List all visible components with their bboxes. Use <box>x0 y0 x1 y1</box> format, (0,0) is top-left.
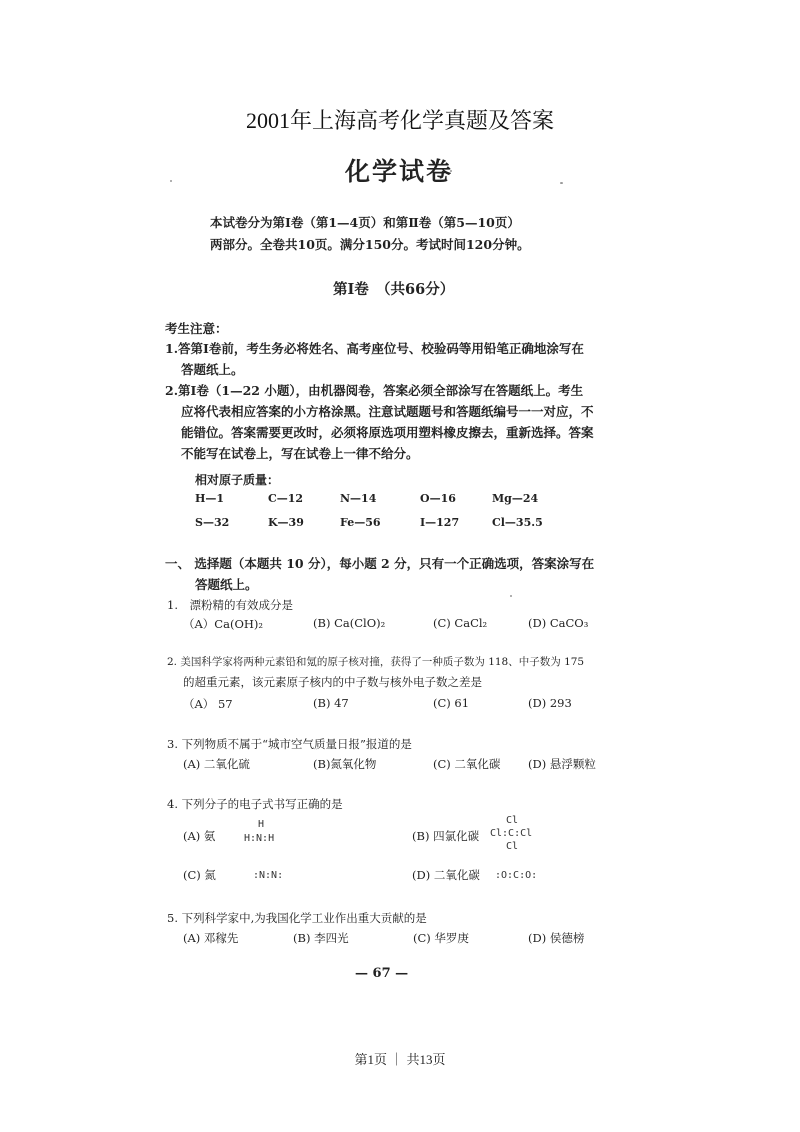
q4-d-structure: :O:C:O: <box>495 870 538 881</box>
scan-page-number: — 67 — <box>355 966 409 981</box>
q4-option-d: (D) 二氧化碳 <box>412 868 480 882</box>
atomic-mass-item: O—16 <box>420 492 456 505</box>
question-1-stem: 1. 漂粉精的有效成分是 <box>167 598 293 612</box>
q4-a-structure: H:N:H <box>244 833 275 844</box>
q2-option-a: （A） 57 <box>183 697 233 711</box>
atomic-mass-item: N—14 <box>340 492 377 505</box>
question-4-stem: 4. 下列分子的电子式书写正确的是 <box>167 797 343 811</box>
q4-c-structure: :N:N: <box>253 870 284 881</box>
exam-intro-line: 本试卷分为第Ⅰ卷（第1—4页）和第Ⅱ卷（第5—10页） <box>210 215 520 230</box>
question-3-stem: 3. 下列物质不属于“城市空气质量日报”报道的是 <box>167 737 412 751</box>
q1-option-d: (D) CaCO₃ <box>528 616 589 630</box>
q1-option-c: (C) CaCl₂ <box>433 616 488 630</box>
q4-option-b: (B) 四氯化碳 <box>412 829 480 843</box>
note-line: 应将代表相应答案的小方格涂黑。注意试题题号和答题纸编号一一对应，不 <box>181 404 594 419</box>
q5-option-b: (B) 李四光 <box>293 931 349 945</box>
scan-speck <box>170 180 172 182</box>
q2-option-c: (C) 61 <box>433 696 470 710</box>
exam-title: 化学试卷 <box>345 157 454 186</box>
atomic-mass-item: H—1 <box>195 492 225 505</box>
question-2-stem: 2. 美国科学家将两种元素铅和氪的原子核对撞，获得了一种质子数为 118、中子数为 175 <box>167 656 585 668</box>
exam-intro-line: 两部分。全卷共10页。满分150分。考试时间120分钟。 <box>210 237 530 252</box>
q4-a-structure-top: H <box>258 819 265 830</box>
atomic-mass-item: Mg—24 <box>492 492 539 505</box>
atomic-mass-item: C—12 <box>268 492 304 505</box>
q2-option-b: (B) 47 <box>313 696 349 710</box>
q3-option-a: (A) 二氧化硫 <box>183 757 250 771</box>
q4-option-a: (A) 氨 <box>183 829 216 843</box>
part-heading-line: 答题纸上。 <box>195 577 258 592</box>
q2-option-d: (D) 293 <box>528 696 572 710</box>
atomic-mass-item: Fe—56 <box>340 516 381 529</box>
q3-option-b: (B)氮氧化物 <box>313 757 377 771</box>
atomic-mass-item: K—39 <box>268 516 304 529</box>
q4-b-structure: Cl:C:Cl <box>490 828 533 839</box>
question-2-stem: 的超重元素，该元素原子核内的中子数与核外电子数之差是 <box>183 675 482 689</box>
q5-option-c: (C) 华罗庚 <box>413 931 469 945</box>
atomic-mass-item: Cl—35.5 <box>492 516 543 529</box>
scan-speck <box>560 182 563 184</box>
note-line: 1.答第Ⅰ卷前，考生务必将姓名、高考座位号、校验码等用铅笔正确地涂写在 <box>165 341 584 356</box>
atomic-mass-heading: 相对原子质量： <box>195 473 280 487</box>
note-line: 能错位。答案需要更改时，必须将原选项用塑料橡皮擦去，重新选择。答案 <box>181 425 594 440</box>
note-line: 答题纸上。 <box>181 362 244 377</box>
q1-option-a: （A）Ca(OH)₂ <box>183 617 263 631</box>
atomic-mass-item: I—127 <box>420 516 460 529</box>
page-footer: 第1页 ｜ 共13页 <box>354 1052 446 1067</box>
note-line: 不能写在试卷上，写在试卷上一律不给分。 <box>181 446 419 461</box>
part-heading-line: 一、 选择题（本题共 10 分），每小题 2 分，只有一个正确选项，答案涂写在 <box>165 556 595 571</box>
q3-option-c: (C) 二氧化碳 <box>433 757 501 771</box>
section-title: 第Ⅰ卷 （共66分） <box>333 281 455 298</box>
q3-option-d: (D) 悬浮颗粒 <box>528 757 596 771</box>
atomic-mass-item: S—32 <box>195 516 230 529</box>
note-line: 2.第Ⅰ卷（1—22 小题），由机器阅卷，答案必须全部涂写在答题纸上。考生 <box>165 383 584 398</box>
document-title: 2001年上海高考化学真题及答案 <box>245 108 554 133</box>
scan-speck <box>510 595 512 597</box>
question-5-stem: 5. 下列科学家中,为我国化学工业作出重大贡献的是 <box>167 911 427 925</box>
q5-option-a: (A) 邓稼先 <box>183 931 239 945</box>
notes-heading: 考生注意： <box>165 321 228 336</box>
q4-b-structure-bottom: Cl <box>506 841 519 852</box>
q4-b-structure-top: Cl <box>506 815 519 826</box>
q5-option-d: (D) 侯德榜 <box>528 931 585 945</box>
q4-option-c: (C) 氮 <box>183 868 216 882</box>
q1-option-b: (B) Ca(ClO)₂ <box>313 616 386 630</box>
scanned-exam-page <box>150 140 630 1000</box>
